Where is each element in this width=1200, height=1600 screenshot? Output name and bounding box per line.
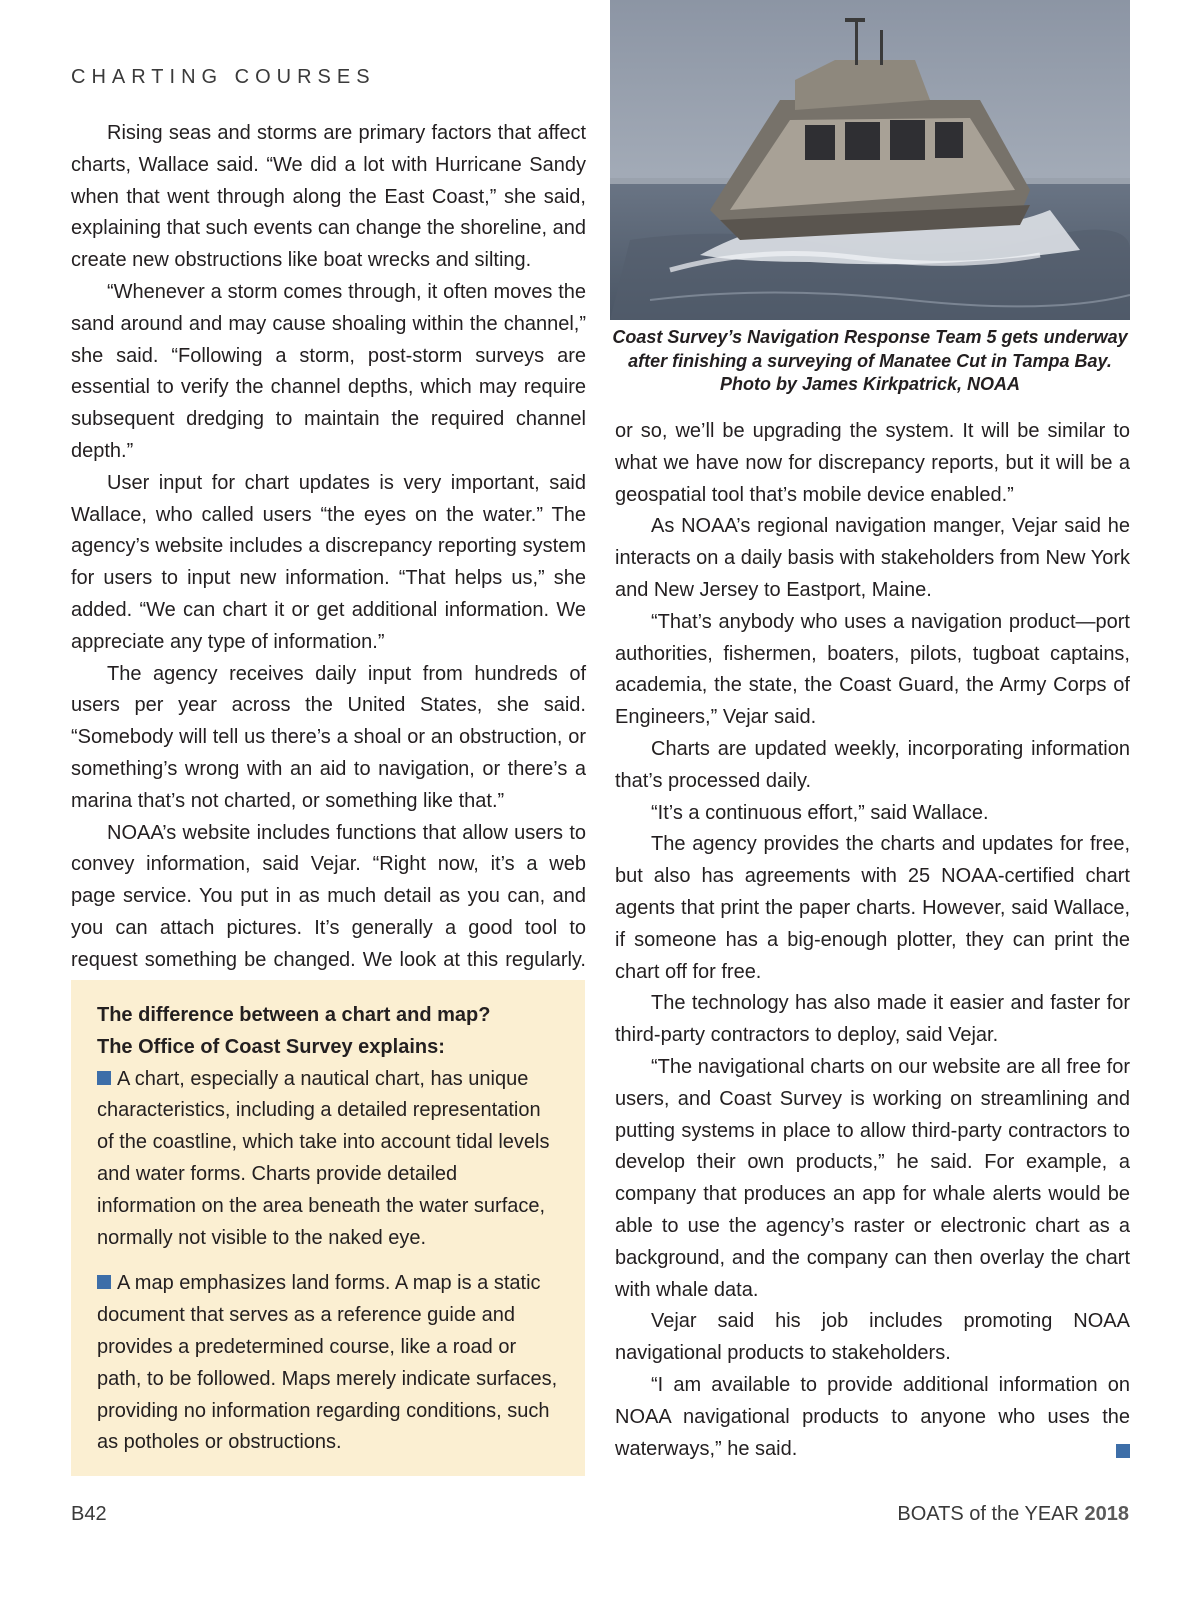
publication-name: BOATS of the YEAR [897,1503,1079,1525]
chart-vs-map-sidebar [71,980,585,1476]
paragraph: “Whenever a storm comes through, it often moves the sand around and may cause shoaling within the channel,” she said. “Following a storm, post-storm surveys are essential to verify the channel depths, which may require subsequent dredging to maintain the required channel depth.” [71,280,586,462]
sidebar-title-line1: The difference between a chart and map? [97,1004,491,1026]
paragraph: The agency provides the charts and updates for free, but also has agreements with 25 NOAA-certified chart agents that print the paper charts. However, said Wallace, if someone has a big-enough plotter, they can print the chart off for free. [615,833,1130,983]
paragraph: Charts are updated weekly, incorporating information that’s processed daily. [615,737,1130,792]
paragraph: Rising seas and storms are primary factors that affect charts, Wallace said. “We did a lot with Hurricane Sandy when that went through along the East Coast,” she said, explaining that such events can change the shoreline, and create new obstructions like boat wrecks and silting. [71,122,586,272]
sidebar-bullet-text: A chart, especially a nautical chart, has unique characteristics, including a detailed representation of the coastline, which take into account tidal levels and water forms. Charts provide detailed information on the area beneath the water surface, normally not visible to the naked eye. [97,1067,550,1249]
paragraph: “That’s anybody who uses a navigation product—port authorities, fishermen, boaters, pilots, tugboat captains, academia, the state, the Coast Guard, the Army Corps of Engineers,” Vejar said. [615,610,1130,729]
paragraph: As NOAA’s regional navigation manger, Vejar said he interacts on a daily basis with stakeholders from New York and New Jersey to Eastport, Maine. [615,515,1130,601]
sidebar-title-line2: The Office of Coast Survey explains: [97,1035,445,1058]
caption-line: after finishing a surveying of Manatee Cut in Tampa Bay. [628,350,1112,371]
paragraph: The agency receives daily input from hundreds of users per year across the United States, she said. “Somebody will tell us there’s a shoal or an obstruction, or something’s wrong with an aid to navigation, or there’s a marina that’s not charted, or something like that.” [71,662,586,812]
paragraph: NOAA’s website includes functions that allow users to convey information, said Vejar. “Right now, it’s a web page service. You put in as much detail as you can, and you can attach pictures. It’s generally a good tool to request something be changed. We look at this regularly. [71,821,586,971]
end-mark-icon [1116,1444,1130,1458]
paragraph: Vejar said his job includes promoting NOAA navigational products to stakeholders. [615,1310,1130,1365]
paragraph: or so, we’ll be upgrading the system. It will be similar to what we have now for discrepancy reports, but it will be a geospatial tool that’s mobile device enabled.” [615,420,1130,506]
sidebar-bullet [97,1064,559,1255]
publication-footer [897,1503,1129,1526]
paragraph-final [615,1370,1130,1465]
right-column [615,416,1130,1465]
photo-caption [610,326,1130,397]
caption-line: Photo by James Kirkpatrick, NOAA [719,374,1021,394]
paragraph: User input for chart updates is very important, said Wallace, who called users “the eyes on the water.” The agency’s website includes a discrepancy reporting system for users to input new information. “That helps us,” she added. “We can chart it or get additional information. We appreciate any type of information.” [71,471,586,653]
paragraph: The technology has also made it easier and faster for third-party contractors to deploy, said Vejar. [615,992,1130,1047]
boat-photo-illustration [610,0,1130,320]
square-bullet-icon [97,1071,111,1085]
paragraph: “The navigational charts on our website are all free for users, and Coast Survey is working on streamlining and putting systems in place to allow third-party contractors to develop their own products,” he said. For example, a company that produces an app for whale alerts would be able to use the agency’s raster or electronic chart as a background, and the company can then overlay the chart with whale data. [615,1055,1130,1301]
paragraph: “It’s a continuous effort,” said Wallace. [651,801,989,824]
sidebar-bullet-text: A map emphasizes land forms. A map is a static document that serves as a reference guide and provides a predetermined course, like a road or path, to be followed. Maps merely indicate surfaces, providing no information regarding conditions, such as potholes or obstructions. [97,1272,558,1454]
paragraph-text: “I am available to provide additional information on NOAA navigational products to anyone who uses the waterways,” he said. [615,1373,1130,1460]
page-number: B42 [71,1503,107,1525]
section-label: CHARTING COURSES [71,66,376,88]
publication-year: 2018 [1084,1503,1129,1525]
caption-line: Coast Survey’s Navigation Response Team 5 gets underway [612,327,1128,347]
square-bullet-icon [97,1275,111,1289]
sidebar-bullet [97,1268,559,1459]
left-column [71,118,586,1008]
boat-photo [610,0,1130,320]
